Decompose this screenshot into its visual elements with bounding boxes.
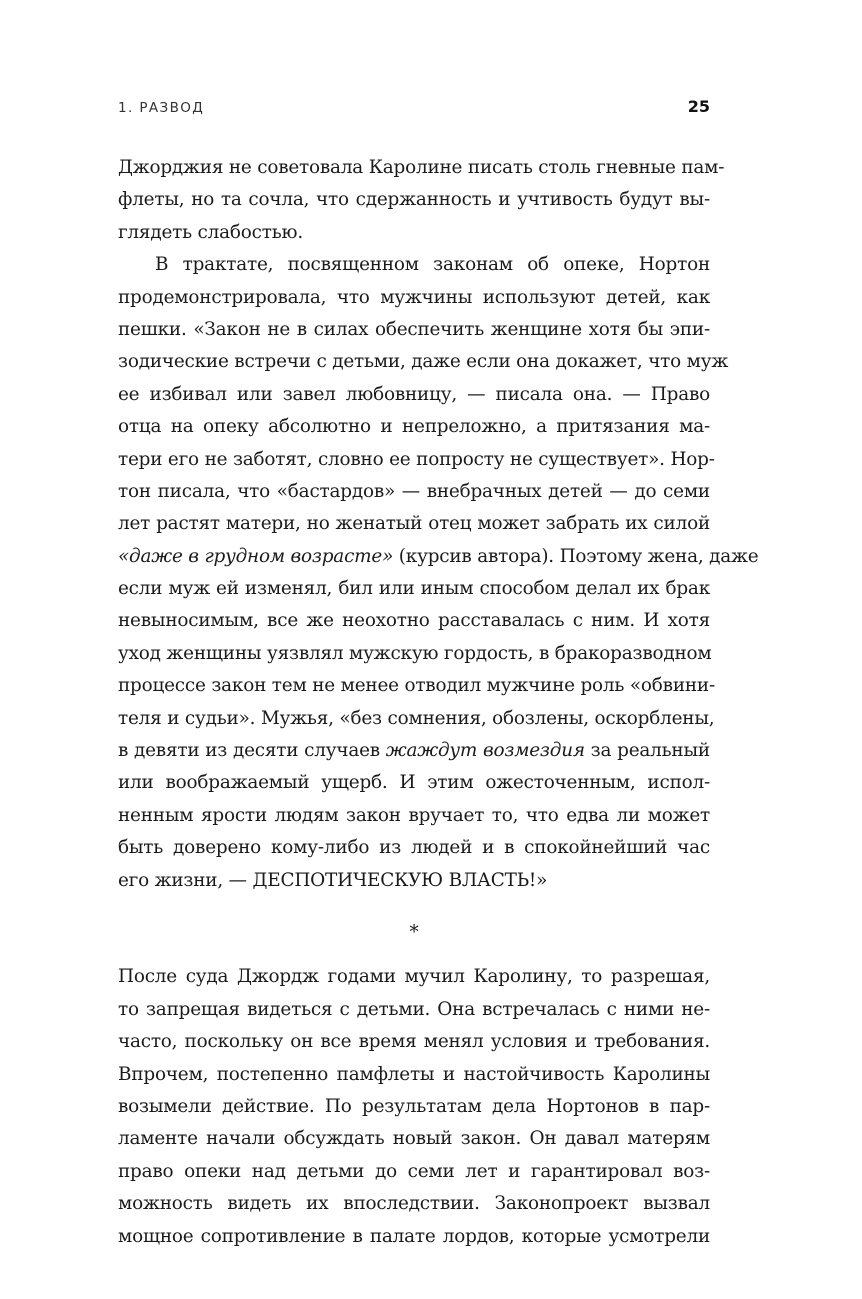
text-line: зодические встречи с детьми, даже если она докажет, что муж <box>118 351 729 373</box>
text-line: процессе закон тем не менее отводил мужчине роль «обвини- <box>118 675 716 697</box>
text-line: теля и судьи». Мужья, «без сомнения, обозлены, оскорблены, <box>118 707 715 729</box>
italic-emphasis: жаждут возмездия <box>385 740 585 762</box>
paragraph-2 <box>118 249 759 897</box>
text-line: флеты, но та сочла, что сдержанность и учтивость будут вы- <box>118 189 710 211</box>
text-line-with-italic <box>118 735 710 767</box>
text-fragment: за реальный <box>584 740 710 762</box>
text-line: можность видеть их впоследствии. Законопроект вызвал <box>118 1193 710 1215</box>
section-separator: * <box>409 921 419 943</box>
text-line: его жизни, — ДЕСПОТИЧЕСКУЮ ВЛАСТЬ!» <box>118 869 548 891</box>
text-line: невыносимым, все же неохотно расставалась с ним. И хотя <box>118 610 710 632</box>
text-fragment: (курсив автора). Поэтому жена, даже <box>393 545 759 567</box>
text-line: пешки. «Закон не в силах обеспечить женщине хотя бы эпи- <box>118 318 710 340</box>
text-line: или воображаемый ущерб. И этим ожесточенным, испол- <box>118 772 710 794</box>
text-line: ее избивал или завел любовницу, — писала она. — Право <box>118 383 710 405</box>
text-line: то запрещая видеться с детьми. Она встречалась с ними не- <box>118 998 710 1020</box>
text-line: быть доверено кому-либо из людей и в спокойнейший час <box>118 837 710 859</box>
paragraph-1 <box>118 152 725 249</box>
text-line: глядеть слабостью. <box>118 221 303 243</box>
text-line: продемонстрировала, что мужчины используют детей, как <box>118 286 710 308</box>
text-line: мощное сопротивление в палате лордов, которые усмотрели <box>118 1225 710 1247</box>
running-header-chapter: 1. РАЗВОД <box>118 100 205 116</box>
text-line: Впрочем, постепенно памфлеты и настойчивость Каролины <box>118 1063 710 1085</box>
text-line-with-italic <box>118 541 759 573</box>
text-line: тери его не заботят, словно ее попросту не существует». Нор- <box>118 448 715 470</box>
text-line: часто, поскольку он все время менял условия и требования. <box>118 1031 710 1053</box>
text-line: лет растят матери, но женатый отец может забрать их силой <box>118 513 710 535</box>
text-line: уход женщины уязвлял мужскую гордость, в бракоразводном <box>118 642 712 664</box>
page-body <box>118 152 759 1253</box>
text-line: право опеки над детьми до семи лет и гарантировал воз- <box>118 1160 710 1182</box>
text-line: если муж ей изменял, бил или иным способом делал их брак <box>118 578 710 600</box>
text-line: тон писала, что «бастардов» — внебрачных детей — до семи <box>118 480 710 502</box>
text-line: ненным ярости людям закон вручает то, что едва ли может <box>118 804 710 826</box>
paragraph-3 <box>118 961 710 1253</box>
text-line: В трактате, посвященном законам об опеке, Нортон <box>155 254 710 276</box>
text-line: возымели действие. По результатам дела Нортонов в пар- <box>118 1095 710 1117</box>
text-line: отца на опеку абсолютно и непреложно, а притязания ма- <box>118 416 710 438</box>
text-line: ламенте начали обсуждать новый закон. Он давал матерям <box>118 1128 710 1150</box>
page-number: 25 <box>687 97 710 116</box>
text-line: После суда Джордж годами мучил Каролину, то разрешая, <box>118 966 710 988</box>
italic-quote: «даже в грудном возрасте» <box>118 545 394 567</box>
text-line: Джорджия не советовала Каролине писать столь гневные пам- <box>118 157 725 178</box>
text-fragment: в девяти из десяти случаев <box>118 740 386 762</box>
